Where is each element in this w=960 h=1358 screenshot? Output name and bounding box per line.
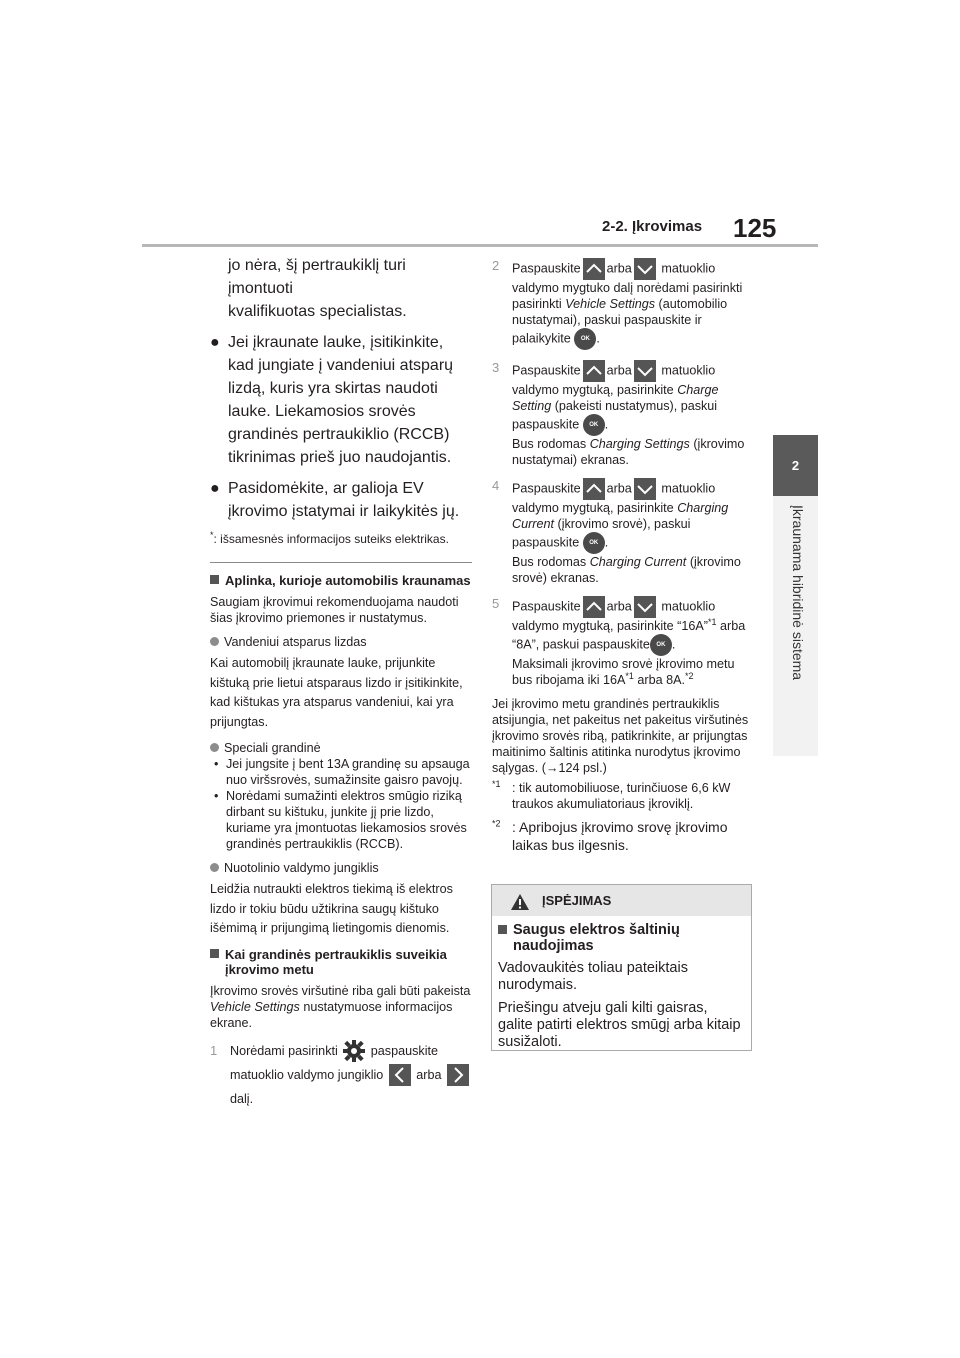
chevron-down-icon <box>634 258 656 280</box>
left-column <box>210 254 472 1111</box>
divider <box>210 562 472 563</box>
bullet-item: ● Pasidomėkite, ar galioja EV įkrovimo įstatymai ir laikykitės jų. <box>210 477 472 523</box>
step-5: 5 Paspauskite arba matuoklio valdymo mygtuką, pasirinkite “16A”$^{*1}$ arba “8A”, paskui paspauskite OK . Maksimali įkrovimo srovė įkrovimo metu bus ribojama iki $16A^{*1}$ arba 8A.$^{*2}$ <box>492 596 746 687</box>
list-item: • Jei jungsite į bent 13A grandinę su apsauga nuo viršsrovės, sumažinsite gaisro pavojų. <box>214 757 470 787</box>
warning-heading: Saugus elektros šaltinių naudojimas <box>498 922 745 954</box>
bullet-icon: ● <box>210 334 220 351</box>
header-rule <box>142 244 818 247</box>
square-bullet-icon <box>210 949 219 958</box>
chevron-up-icon <box>583 478 605 500</box>
chevron-down-icon <box>634 360 656 382</box>
footnote: *: išsamesnės informacijos suteiks elektrikas. <box>210 530 449 546</box>
square-bullet-icon <box>498 925 507 934</box>
chapter-title: Įkraunama hibridinė sistema <box>790 505 806 681</box>
right-column <box>492 258 754 854</box>
chevron-up-icon <box>583 258 605 280</box>
chevron-up-icon <box>583 596 605 618</box>
paragraph: Leidžia nutraukti elektros tiekimą iš elektros lizdo ir tokiu būdu užtikrina saugų kištuko išėmimą ir prijungimą lietingomis dienomis. <box>210 882 453 935</box>
section-heading: Kai grandinės pertraukiklis suveikia įkrovimo metu <box>210 947 472 977</box>
warning-box <box>491 884 752 1051</box>
continued-text: jo nėra, šį pertraukiklį turi įmontuoti kvalifikuotas specialistas. <box>228 257 407 320</box>
warning-header: ĮSPĖJIMAS <box>492 885 751 916</box>
chevron-left-icon <box>389 1064 411 1086</box>
ok-button-icon: OK <box>583 532 605 554</box>
sub-heading: Speciali grandinė <box>210 740 472 756</box>
gear-icon <box>343 1040 365 1062</box>
step-1: 1 Norėdami pasirinkti paspauskite matuoklio valdymo jungiklio arba dalį. <box>210 1039 472 1111</box>
bullet-item: ● Jei įkraunate lauke, įsitikinkite, kad jungiate į vandeniui atsparų lizdą, kuris yra skirtas naudoti lauke. Liekamosios srovės grandinės pertraukiklio (RCCB) tikrinimas prieš juo naudojantis. <box>210 331 472 469</box>
footnote: $^{*2}$ : Apribojus įkrovimo srovę įkrovimo laikas bus ilgesnis. <box>492 818 728 853</box>
step-4: 4 Paspauskite arba matuoklio valdymo mygtuką, pasirinkite Charging Current (įkrovimo srovė), paskui paspauskite OK . Bus rodomas Charging Current (įkrovimo srovė) ekranas. <box>492 478 741 585</box>
footnote: $^{*1}$ : tik automobiliuose, turinčiuose 6,6 kW traukos akumuliatoriaus įkroviklį. <box>492 778 731 811</box>
chevron-up-icon <box>583 360 605 382</box>
bullet-icon: ● <box>210 480 220 497</box>
paragraph: Jei įkrovimo metu grandinės pertraukiklis atsijungia, net pakeitus net pakeitus viršutinės įkrovimo srovės ribą, patikrinkite, ar prijungtas maitinimo šaltinis atitinka nurodytus įkrovimo sąlygas. (→124 psl.) <box>492 697 749 775</box>
circle-bullet-icon <box>210 863 219 872</box>
sub-heading: Vandeniui atsparus lizdas <box>210 634 472 650</box>
warning-triangle-icon <box>510 891 530 922</box>
list-item: • Norėdami sumažinti elektros smūgio riziką dirbant su kištuku, junkite jį prie lizdo, kuriame yra įmontuotas liekamosios srovės grandinės pertraukiklis (RCCB). <box>214 789 467 851</box>
ok-button-icon: OK <box>583 414 605 436</box>
ok-button-icon: OK <box>650 634 672 656</box>
circle-bullet-icon <box>210 637 219 646</box>
warning-text: Vadovaukitės toliau pateiktais nurodymais. <box>498 960 688 993</box>
paragraph: Saugiam įkrovimui rekomenduojama naudoti šias įkrovimo priemones ir nustatymus. <box>210 595 459 625</box>
sub-heading: Nuotolinio valdymo jungiklis <box>210 860 472 876</box>
chapter-tab: 2 <box>773 435 818 496</box>
paragraph: Kai automobilį įkraunate lauke, prijunkite kištuką prie lietui atsparaus lizdo ir įsitikinkite, kad kištukas yra atsparus vandeniui, kai yra prijungtas. <box>210 656 463 729</box>
square-bullet-icon <box>210 575 219 584</box>
chevron-right-icon <box>447 1064 469 1086</box>
step-3: 3 Paspauskite arba matuoklio valdymo mygtuką, pasirinkite Charge Setting (pakeisti nustatymus), paskui paspauskite OK . Bus rodomas Charging Settings (įkrovimo nustatymai) ekranas. <box>492 360 745 467</box>
section-heading: Aplinka, kurioje automobilis kraunamas <box>210 573 472 588</box>
step-2: 2 Paspauskite arba matuoklio valdymo mygtuko dalį norėdami pasirinkti pasirinkti Vehicle Settings (automobilio nustatymai), paskui paspauskite ir palaikykite OK . <box>492 258 754 350</box>
warning-text: Priešingu atveju gali kilti gaisras, galite patirti elektros smūgį arba kitaip susižaloti. <box>498 1000 741 1050</box>
chevron-down-icon <box>634 478 656 500</box>
page-number: 125 <box>733 213 777 243</box>
ok-button-icon: OK <box>574 328 596 350</box>
chevron-down-icon <box>634 596 656 618</box>
circle-bullet-icon <box>210 743 219 752</box>
paragraph: Įkrovimo srovės viršutinė riba gali būti pakeista Vehicle Settings nustatymuose informacijos ekrane. <box>210 983 471 1030</box>
section-title: 2-2. Įkrovimas <box>602 218 703 235</box>
